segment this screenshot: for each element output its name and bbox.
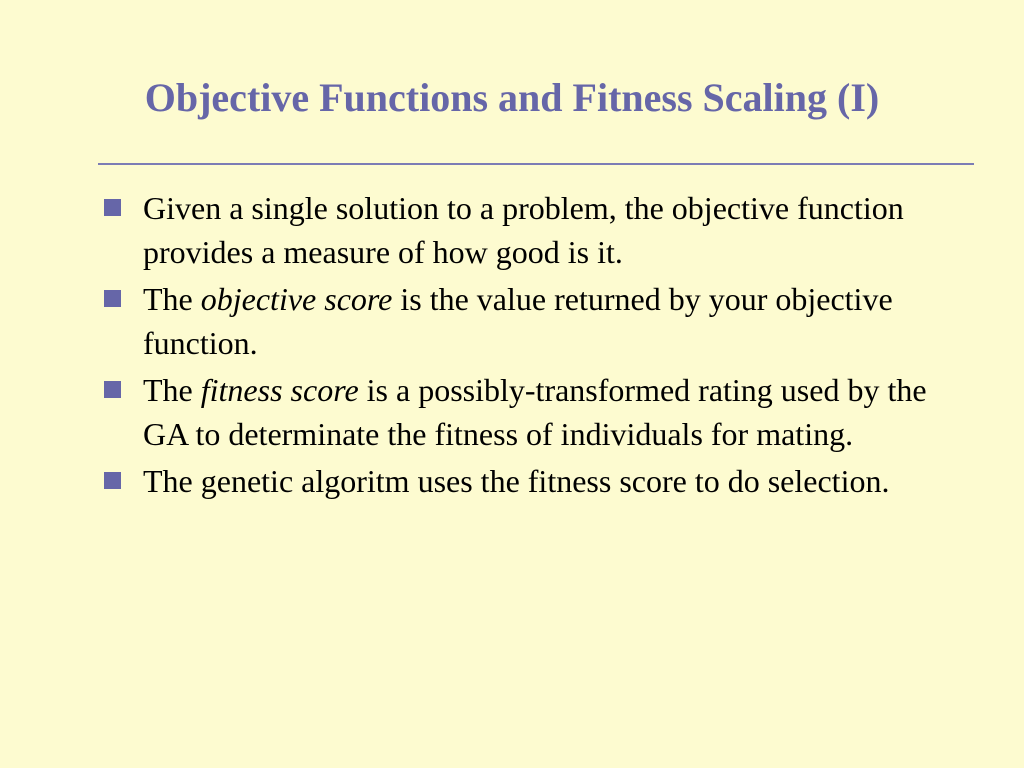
emphasized-term: objective score (200, 281, 393, 317)
bullet-text: The genetic algoritm uses the fitness score to do selection. (143, 463, 890, 499)
bullet-text: The objective score is the value returned by your objective function. (143, 281, 893, 361)
bullet-text: Given a single solution to a problem, the objective function provides a measure of how good is it. (143, 190, 904, 270)
slide-title: Objective Functions and Fitness Scaling (I) (144, 75, 880, 120)
square-bullet-icon (104, 290, 121, 307)
bullet-item-3 (104, 368, 934, 456)
square-bullet-icon (104, 381, 121, 398)
bullet-text: The fitness score is a possibly-transformed rating used by the GA to determinate the fitness of individuals for mating. (143, 372, 927, 452)
emphasized-term: fitness score (200, 372, 359, 408)
bullet-list (104, 186, 934, 506)
square-bullet-icon (104, 199, 121, 216)
bullet-item-2 (104, 277, 934, 365)
title-divider (98, 163, 974, 165)
bullet-item-1 (104, 186, 934, 274)
square-bullet-icon (104, 472, 121, 489)
bullet-item-4 (104, 459, 934, 503)
